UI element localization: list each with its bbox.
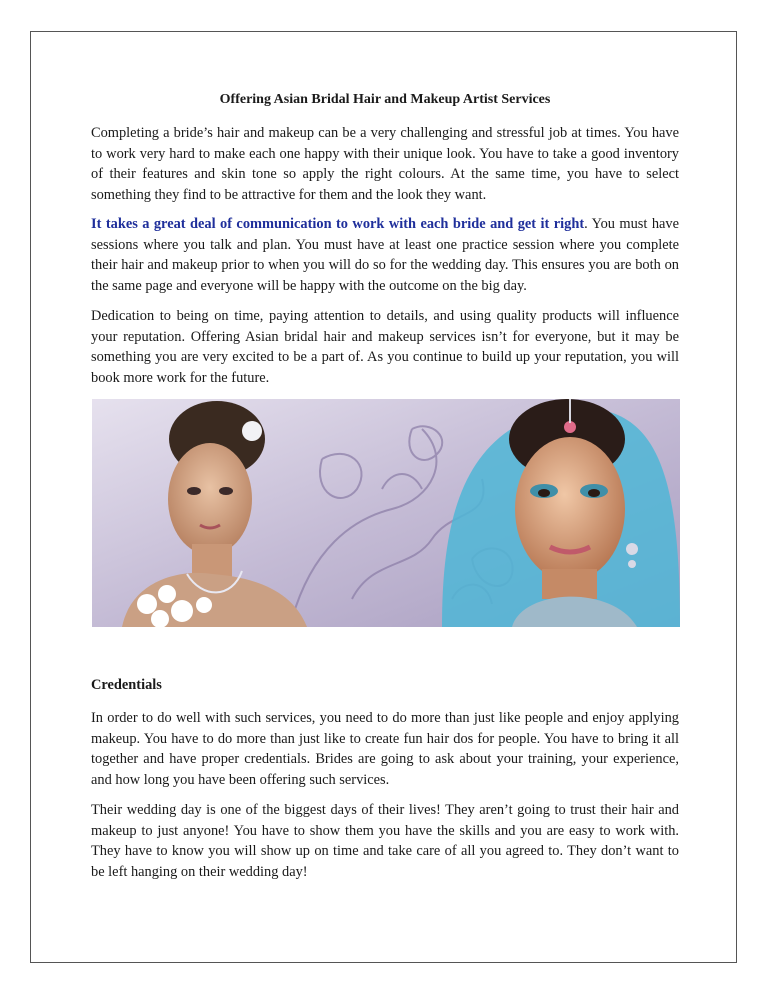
paragraph-text: Their wedding day is one of the biggest days of their lives! They aren’t going to trust their hair and makeup to just anyone! You have to show them you have the skills and you are easy to work with. They have to know you will show up on time and take care of all you agreed to. They don’t want to be left hanging on their wedding day! — [91, 802, 679, 880]
paragraph-credentials-2 — [91, 800, 679, 882]
bridal-banner-image — [92, 399, 680, 627]
paragraph-text: . You must have sessions where you talk and plan. You must have at least one practice session where you complete their hair and makeup prior to when you will do so for the wedding day. This ensures you are both on the same page and everyone will be happy with the outcome on the big day. — [91, 216, 679, 294]
highlighted-link-text[interactable]: It takes a great deal of communication to work with each bride and get it right — [91, 216, 585, 232]
paragraph-2 — [91, 214, 679, 296]
document-title: Offering Asian Bridal Hair and Makeup Artist Services — [219, 92, 551, 107]
credentials-heading: Credentials — [91, 677, 162, 693]
paragraph-credentials-1 — [91, 708, 679, 790]
paragraph-3 — [91, 306, 679, 388]
paragraph-text: In order to do well with such services, you need to do more than just like people and enjoy applying makeup. You have to do more than just like to create fun hair dos for people. You have to bring it all together and have proper credentials. Brides are going to ask about your training, your experience, and how long you have been offering such services. — [91, 710, 679, 788]
document-page — [30, 31, 737, 963]
paragraph-1 — [91, 123, 679, 205]
bridal-illustration — [92, 399, 680, 627]
paragraph-text: Completing a bride’s hair and makeup can be a very challenging and stressful job at times. You have to work very hard to make each one happy with their unique look. You have to take a good inventory of their features and skin tone so apply the right colours. At the same time, you have to select something they find to be attractive for them and the look they want. — [91, 125, 679, 203]
paragraph-text: Dedication to being on time, paying attention to details, and using quality products will influence your reputation. Offering Asian bridal hair and makeup services isn’t for everyone, but it may be something you are very excited to be a part of. As you continue to build up your reputation, you will book more work for the future. — [91, 308, 679, 386]
